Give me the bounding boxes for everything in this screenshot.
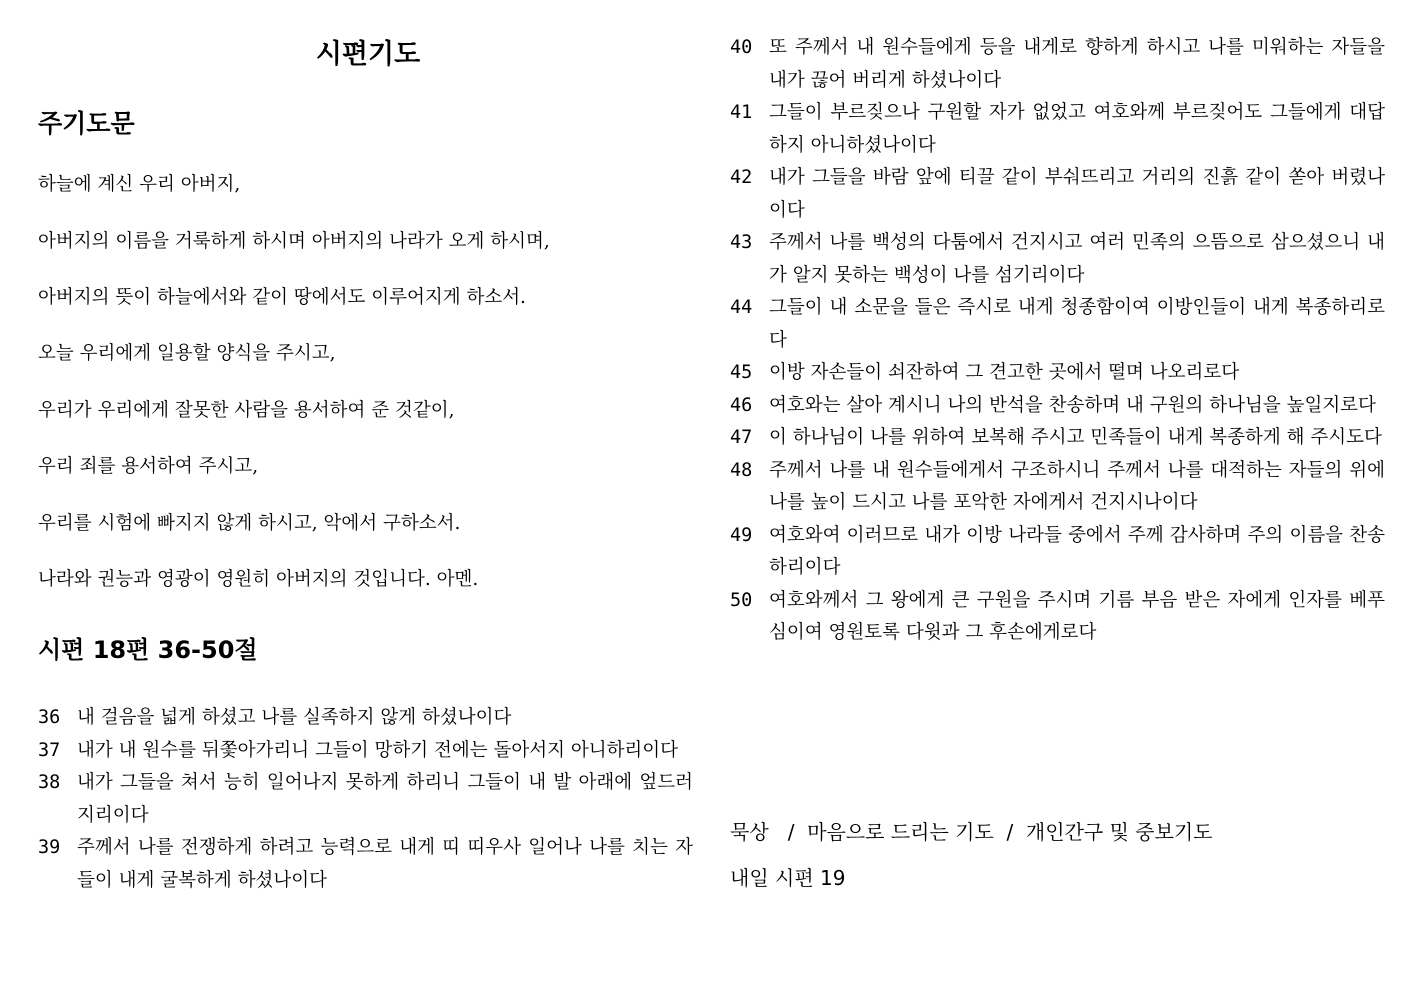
- verse-number: 39: [38, 837, 61, 858]
- verse-number: 48: [730, 459, 753, 481]
- page-title: 시편기도: [315, 39, 421, 70]
- prayer-line: 우리 죄를 용서하여 주시고,: [38, 456, 259, 477]
- prayer-line: 아버지의 뜻이 하늘에서와 같이 땅에서도 이루어지게 하소서.: [38, 287, 526, 308]
- verse-text: 내가 그들을 쳐서 능히 일어나지 못하게 하리니 그들이 내 발 아래에 엎드러지리이다: [77, 772, 693, 826]
- verse-text: 그들이 부르짖으나 구원할 자가 없었고 여호와께 부르짖어도 그들에게 대답하지 아니하셨나이다: [769, 102, 1385, 156]
- verse-text: 내 걸음을 넓게 하셨고 나를 실족하지 않게 하셨나이다: [77, 707, 512, 728]
- verse-text: 내가 그들을 바람 앞에 티끌 같이 부숴뜨리고 거리의 진흙 같이 쏟아 버렸나이다: [769, 167, 1385, 221]
- verse: [730, 292, 1385, 357]
- verse-text: 여호와여 이러므로 내가 이방 나라들 중에서 주께 감사하며 주의 이름을 찬송하리이다: [769, 524, 1385, 578]
- verse-number: 40: [730, 37, 753, 58]
- tomorrow-reading: 내일 시편 19: [730, 866, 846, 890]
- verse-text: 이방 자손들이 쇠잔하여 그 견고한 곳에서 떨며 나오리로다: [769, 362, 1240, 383]
- meditation-line: 묵상 / 마음으로 드리는 기도 / 개인간구 및 중보기도: [730, 820, 1213, 844]
- verse: [730, 357, 1385, 390]
- verse-text: 여호와는 살아 계시니 나의 반석을 찬송하며 내 구원의 하나님을 높일지로다: [769, 394, 1376, 416]
- verse-number: 41: [730, 102, 753, 123]
- verse: [38, 832, 693, 897]
- verse-text: 여호와께서 그 왕에게 큰 구원을 주시며 기름 부음 받은 자에게 인자를 베푸심이여 영원토록 다윗과 그 후손에게로다: [769, 589, 1385, 643]
- psalm-heading: 시편 18편 36-50절: [38, 636, 258, 664]
- verse-text: 또 주께서 내 원수들에게 등을 내게로 향하게 하시고 나를 미워하는 자들을 내가 끊어 버리게 하셨나이다: [769, 37, 1385, 91]
- verse-number: 42: [730, 167, 753, 188]
- verse: [730, 390, 1385, 423]
- verse: [38, 767, 693, 832]
- verse: [38, 735, 693, 768]
- verse-text: 주께서 나를 백성의 다툼에서 건지시고 여러 민족의 으뜸으로 삼으셨으니 내가 알지 못하는 백성이 나를 섬기리이다: [769, 232, 1385, 286]
- verse-text: 그들이 내 소문을 들은 즉시로 내게 청종함이여 이방인들이 내게 복종하리로다: [769, 297, 1385, 351]
- verse-text: 주께서 나를 전쟁하게 하려고 능력으로 내게 띠 띠우사 일어나 나를 치는 자들이 내게 굴복하게 하셨나이다: [77, 837, 693, 891]
- lords-prayer-heading: 주기도문: [38, 109, 135, 138]
- verse-number: 44: [730, 297, 753, 318]
- prayer-line: 오늘 우리에게 일용할 양식을 주시고,: [38, 343, 336, 364]
- verse-number: 43: [730, 232, 753, 253]
- verse-number: 37: [38, 739, 61, 761]
- verse: [730, 455, 1385, 520]
- verse-number: 47: [730, 427, 753, 448]
- prayer-line: 나라와 권능과 영광이 영원히 아버지의 것입니다. 아멘.: [38, 569, 479, 590]
- prayer-line: 아버지의 이름을 거룩하게 하시며 아버지의 나라가 오게 하시며,: [38, 231, 550, 252]
- verse: [730, 97, 1385, 162]
- verse: [730, 422, 1385, 455]
- verse: [730, 585, 1385, 650]
- verse-number: 46: [730, 394, 753, 416]
- verse: [38, 702, 693, 735]
- verse: [730, 162, 1385, 227]
- prayer-line: 우리가 우리에게 잘못한 사람을 용서하여 준 것같이,: [38, 400, 455, 421]
- verse-list-right: [730, 32, 1385, 650]
- verse-text: 주께서 나를 내 원수들에게서 구조하시니 주께서 나를 대적하는 자들의 위에 나를 높이 드시고 나를 포악한 자에게서 건지시나이다: [769, 459, 1385, 513]
- verse-number: 45: [730, 362, 753, 383]
- verse: [730, 32, 1385, 97]
- verse-text: 내가 내 원수를 뒤쫓아가리니 그들이 망하기 전에는 돌아서지 아니하리이다: [77, 739, 679, 761]
- verse-list-left: [38, 702, 693, 897]
- verse-number: 38: [38, 772, 61, 793]
- verse-number: 49: [730, 524, 753, 546]
- verse-text: 이 하나님이 나를 위하여 보복해 주시고 민족들이 내게 복종하게 해 주시도다: [769, 427, 1382, 448]
- prayer-line: 하늘에 계신 우리 아버지,: [38, 174, 241, 195]
- verse-number: 36: [38, 707, 61, 728]
- verse: [730, 227, 1385, 292]
- verse-number: 50: [730, 589, 753, 611]
- prayer-line: 우리를 시험에 빠지지 않게 하시고, 악에서 구하소서.: [38, 513, 461, 534]
- verse: [730, 520, 1385, 585]
